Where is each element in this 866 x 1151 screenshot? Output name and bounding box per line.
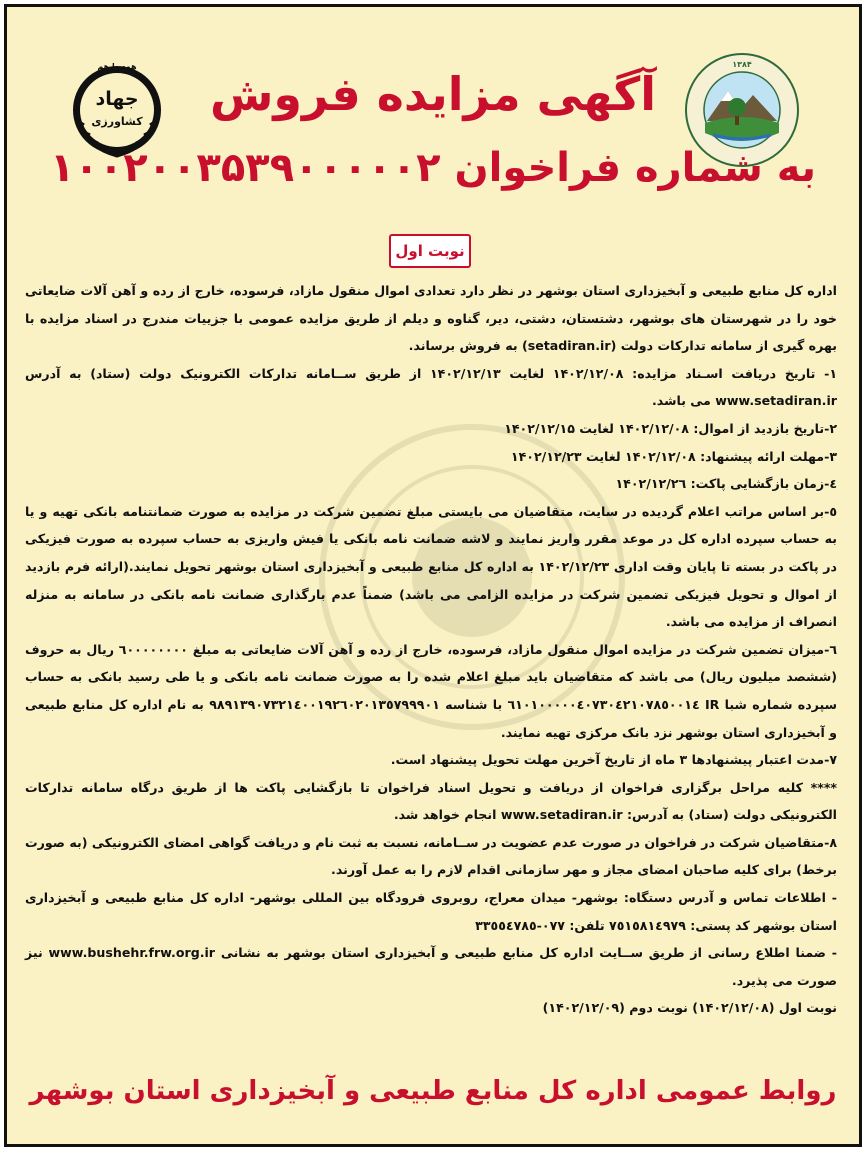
ad-subtitle: به شماره فراخوان ۱۰۰۲۰۰۳۵۳۹۰۰۰۰۰۲ bbox=[49, 145, 817, 191]
clause-2: ۲-تاریخ بازدید از اموال: ۱۴۰۲/۱۲/۰۸ لغایت ۱۴۰۲/۱۲/۱۵ bbox=[504, 420, 837, 436]
ad-title: آگهی مزایده فروش bbox=[209, 67, 657, 121]
clause-1: ۱- تاریخ دریافت اسـناد مزایده: ۱۴۰۲/۱۲/۰۸ لغایت ۱۴۰۲/۱۲/۱۳ از طریق ســامانه تدارکات الکترونیک دولت (ستاد) به آدرس www.setadiran.ir می باشد. bbox=[25, 365, 837, 409]
clause-7: ۷-مدت اعتبار پیشنهادها ۳ ماه از تاریخ آخرین مهلت تحویل پیشنهاد است. bbox=[390, 752, 837, 768]
clause-3: ۳-مهلت ارائه پیشنهاد: ۱۴۰۲/۱۲/۰۸ لغایت ۱۴۰۲/۱۲/۲۳ bbox=[510, 448, 837, 464]
logo-right-year: ۱۳۸۴ bbox=[732, 60, 752, 69]
logo-left-sub-text: کشاورزی bbox=[91, 115, 143, 128]
contact-info: - اطلاعات تماس و آدرس دستگاه: بوشهر- میدان معراج، روبروی فرودگاه بین المللی بوشهر- اداره کل منابع طبیعی و آبخیزداری استان بوشهر کد پستی: ۷٥۱٥۸۱٤۹۷۹ تلفن: ۰۷۷-۳۳٥٥٤۷۸٥ bbox=[25, 890, 837, 933]
edition-badge: نوبت اول bbox=[389, 234, 471, 268]
clause-6: ٦-میزان تضمین شرکت در مزایده اموال منقول مازاد، فرسوده، خارج از رده و آهن آلات ضایعاتی به مبلغ ٦۰۰۰۰۰۰۰۰ ریال به حروف (ششصد میلیون ریال) می باشد که متقاضیان باید مبلغ اعلام شده را به صورت ضمانت نامه بانکی و یا طی رسید بانکی به حساب سپرده شماره شبا IR ٦۱۰۱۰۰۰۰۰٤۰۷۳۰٤۲۱۰۷۸٥۰۰۱٤ با شناسه ۹۸۹۱۳۹۰۷۳۲۱٤۰۰۱۹۲٦۰۲۰۱۳٥۷۹۹۹۰۱ به نام اداره کل منابع طبیعی و آبخیزداری استان بوشهر نزد بانک مرکزی تهیه نمایند. bbox=[25, 641, 838, 740]
public-relations-signature: روابط عمومی اداره کل منابع طبیعی و آبخیزداری استان بوشهر bbox=[29, 1076, 837, 1106]
ad-frame bbox=[4, 4, 862, 1147]
clause-5: ٥-بر اساس مراتب اعلام گردیده در سایت، متقاضیان می بایستی مبلغ تضمین شرکت در مزایده به صورت ضمانتنامه بانکی تهیه و یا به حساب سپرده اداره کل در موعد مقرر واریز نمایند و لاشه ضمانت نامه بانکی یا فیش واریزی به حساب سپرده به صورت فیزیکی در پاکت در بسته تا پایان وقت اداری ۱۴۰۲/۱۲/۲۳ به اداره کل منابع طبیعی و آبخیزداری استان بوشهر تحویل نمایند.(ارائه فرم بازدید از اموال و تحویل فیزیکی تضمین شرکت در مزایده الزامی می باشد) ضمناً عدم بارگذاری ضمانت نامه بانکی در سامانه به منزله انصراف از مزایده می باشد. bbox=[25, 503, 837, 630]
publication-dates: نوبت اول (۱۴۰۲/۱۲/۰۸) نوبت دوم (۱۴۰۲/۱۲/۰۹) bbox=[542, 1000, 837, 1016]
logo-left-top-text: همه با هم bbox=[97, 62, 137, 71]
procedure-note: **** کلیه مراحل برگزاری فراخوان از دریافت و تحویل اسناد فراخوان تا بازگشایی پاکت ها از طریق درگاه سامانه تدارکات الکترونیکی دولت (ستاد) به آدرس: www.setadiran.ir انجام خواهد شد. bbox=[25, 779, 837, 823]
ad-body bbox=[25, 277, 837, 1022]
clause-8: ۸-متقاضیان شرکت در فراخوان در صورت عدم عضویت در ســامانه، نسبت به ثبت نام و دریافت گواهی امضای الکترونیکی (به صورت برخط) برای کلیه صاحبان امضای مجاز و مهر سازمانی اقدام لازم را به عمل آورند. bbox=[25, 834, 837, 878]
website-info: - ضمنا اطلاع رسانی از طریق ســایت اداره کل منابع طبیعی و آبخیزداری استان بوشهر به نشانی www.bushehr.frw.org.ir نیز صورت می پذیرد. bbox=[25, 945, 837, 988]
logo-left-main-text: جهاد bbox=[95, 88, 139, 110]
intro-paragraph: اداره کل منابع طبیعی و آبخیزداری استان بوشهر در نظر دارد تعدادی اموال منقول مازاد، فرسوده، خارج از رده و آهن آلات ضایعاتی خود را در شهرستان های بوشهر، دشتستان، دشتی، دیر، گناوه و دیلم از طریق مزایده عمومی با جزییات مندرج در اسناد مزایده با بهره گیری از سامانه تدارکات دولت (setadiran.ir) به فروش برساند. bbox=[25, 283, 837, 354]
clause-4: ٤-زمان بازگشایی پاکت: ۱۴۰۲/۱۲/۲٦ bbox=[615, 476, 837, 492]
